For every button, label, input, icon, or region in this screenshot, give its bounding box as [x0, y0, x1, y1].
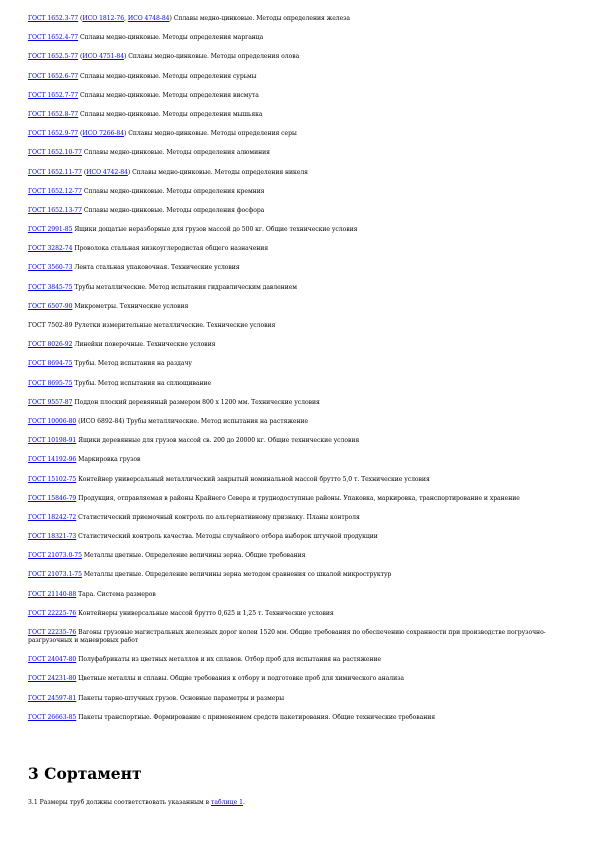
reference-item [28, 245, 573, 253]
reference-item [28, 610, 573, 618]
normative-references-list [28, 15, 573, 733]
standard-code-link[interactable]: ГОСТ 10198-91 [28, 437, 77, 445]
standard-title: Трубы металлические. Метод испытания на растяжение [126, 417, 309, 425]
reference-item [28, 207, 573, 215]
standard-title: Маркировка грузов [78, 456, 141, 464]
table-1-link[interactable]: таблице 1 [211, 799, 243, 806]
standard-code-link[interactable]: ГОСТ 1652.12-77 [28, 187, 82, 195]
standard-code-link[interactable]: ГОСТ 1652.6-77 [28, 72, 79, 80]
standard-code-link[interactable]: ГОСТ 22225-76 [28, 609, 77, 617]
reference-item [28, 380, 573, 388]
standard-title: Пакеты транспортные. Формирование с применением средств пакетирования. Общие технические требования [78, 713, 436, 721]
standard-title: Сплавы медно-цинковые. Методы определения серы [128, 130, 297, 138]
standard-title: Рулетки измерительные металлические. Технические условия [74, 322, 276, 329]
standard-code-link[interactable]: ГОСТ 10006-80 [28, 417, 77, 425]
standard-title: Вагоны грузовые магистральных железных дорог колеи 1520 мм. Общие требования по обеспечению сохранности при производстве погрузочно-разгрузочных и маневровых работ [28, 629, 546, 644]
reference-item [28, 111, 573, 119]
standard-code-link[interactable]: ГОСТ 1652.13-77 [28, 206, 82, 214]
standard-title: Контейнер универсальный металлический закрытый номинальной массой брутто 5,0 т. Технические условия [78, 475, 430, 483]
iso-standard-text: , [124, 15, 128, 22]
standard-code-link[interactable]: ГОСТ 22235-76 [28, 629, 77, 636]
standard-title: Сплавы медно-цинковые. Методы определения алюминия [83, 149, 270, 157]
section-heading: 3 Сортамент [28, 764, 142, 783]
reference-item [28, 437, 573, 445]
reference-item [28, 533, 573, 541]
standard-code-link[interactable]: ГОСТ 1652.11-77 [28, 168, 82, 176]
reference-item [28, 476, 573, 484]
standard-code-link[interactable]: ГОСТ 21073.0-75 [28, 552, 82, 560]
standard-title: Сплавы медно-цинковые. Методы определения железа [173, 15, 350, 22]
standard-title: Трубы. Метод испытания на сплющивание [74, 379, 212, 387]
standard-code-link[interactable]: ГОСТ 14192-96 [28, 456, 77, 464]
reference-item [28, 495, 573, 503]
standard-code-link[interactable]: ГОСТ 1652.10-77 [28, 149, 82, 157]
standard-code-link[interactable]: ГОСТ 2991-85 [28, 226, 73, 234]
standard-title: Сплавы медно-цинковые. Методы определения марганца [80, 34, 264, 42]
reference-item: ГОСТ 1652.3-77 (ИСО 1812-76, ИСО 4748-84) Сплавы медно-цинковые. Методы определения железа [28, 15, 350, 22]
standard-title: Трубы металлические. Метод испытания гидравлическим давлением [74, 283, 297, 291]
standard-code-link[interactable]: ГОСТ 8694-75 [28, 360, 73, 368]
iso-standard-link[interactable]: ИСО 1812-76 [82, 15, 125, 22]
reference-item [28, 456, 573, 464]
standard-title: Металлы цветные. Определение величины зерна. Общие требования [83, 552, 306, 560]
standard-title: Сплавы медно-цинковые. Методы определения сурьмы [80, 72, 257, 80]
iso-standard-link[interactable]: ИСО 4751-84 [82, 53, 125, 61]
standard-code-link[interactable]: ГОСТ 24597-81 [28, 694, 77, 702]
reference-item [28, 629, 573, 645]
standard-title: Сплавы медно-цинковые. Методы определения мышьяка [80, 110, 263, 118]
standard-code-link[interactable]: ГОСТ 6507-90 [28, 302, 73, 310]
standard-title: Цветные металлы и сплавы. Общие требования к отбору и подготовке проб для химического анализа [78, 675, 404, 683]
standard-title: Поддон плоский деревянный размером 800 х 1200 мм. Технические условия [74, 398, 320, 406]
standard-title: Сплавы медно-цинковые. Методы определения кремния [83, 187, 265, 195]
standard-code-link[interactable]: ГОСТ 24047-80 [28, 656, 77, 664]
iso-standard-text: ИСО 6892-84 [80, 417, 123, 425]
iso-standard-link[interactable]: ИСО 4742-84 [86, 168, 128, 176]
standard-code-link[interactable]: ГОСТ 1652.5-77 [28, 53, 79, 61]
standard-code-link[interactable]: ГОСТ 1652.9-77 [28, 130, 79, 138]
standard-title: Сплавы медно-цинковые. Методы определения висмута [80, 91, 259, 99]
iso-standard-link[interactable]: ИСО 4748-84 [127, 15, 170, 22]
reference-item [28, 695, 573, 703]
reference-item [28, 226, 573, 234]
reference-item [28, 34, 573, 42]
standard-code-link[interactable]: ГОСТ 26663-85 [28, 713, 77, 721]
iso-standard-link[interactable]: ИСО 7266-84 [82, 130, 125, 138]
standard-title: Тара. Система размеров [78, 590, 156, 598]
standard-code-link[interactable]: ГОСТ 1652.4-77 [28, 34, 79, 42]
standard-code-link[interactable]: ГОСТ 21073.1-75 [28, 571, 82, 579]
reference-item: ГОСТ 1652.11-77 (ИСО 4742-84) Сплавы медно-цинковые. Методы определения никеля [28, 168, 308, 176]
reference-item [28, 149, 573, 157]
standard-title: Проволока стальная низкоуглеродистая общего назначения [74, 245, 269, 253]
paragraph-end: . [243, 799, 245, 806]
reference-item [28, 92, 573, 100]
reference-item [28, 264, 573, 272]
standard-code-link[interactable]: ГОСТ 1652.8-77 [28, 110, 79, 118]
standard-code-link[interactable]: ГОСТ 8695-75 [28, 379, 73, 387]
reference-item [28, 322, 573, 330]
standard-title: Металлы цветные. Определение величины зерна методом сравнения со шкалой микроструктур [83, 571, 392, 579]
standard-title: Микрометры. Технические условия [74, 302, 189, 310]
reference-item [28, 284, 573, 292]
reference-item [28, 675, 573, 683]
standard-code-link[interactable]: ГОСТ 9557-87 [28, 398, 73, 406]
reference-item [28, 341, 573, 349]
standard-title: Лента стальная упаковочная. Технические условия [74, 264, 240, 272]
standard-code-link[interactable]: ГОСТ 8026-92 [28, 341, 73, 349]
standard-code-link[interactable]: ГОСТ 18321-73 [28, 533, 77, 541]
reference-item [28, 571, 573, 579]
reference-item [28, 514, 573, 522]
standard-code-link[interactable]: ГОСТ 3845-75 [28, 283, 73, 291]
reference-item [28, 656, 573, 664]
reference-item [28, 303, 573, 311]
reference-item: ГОСТ 1652.9-77 (ИСО 7266-84) Сплавы медно-цинковые. Методы определения серы [28, 130, 297, 138]
standard-code-link[interactable]: ГОСТ 1652.3-77 [28, 15, 79, 22]
standard-title: Продукция, отправляемая в районы Крайнего Севера и труднодоступные районы. Упаковка, маркировка, транспортирование и хранение [78, 494, 520, 502]
reference-item: ГОСТ 1652.5-77 (ИСО 4751-84) Сплавы медно-цинковые. Методы определения олова [28, 53, 300, 61]
standard-title: Сплавы медно-цинковые. Методы определения олова [128, 53, 300, 61]
standard-title: Пакеты тарно-штучных грузов. Основные параметры и размеры [78, 694, 285, 702]
paragraph-text: 3.1 Размеры труб должны соответствовать указанным в [28, 799, 212, 806]
standard-code-link[interactable]: ГОСТ 21140-88 [28, 590, 77, 598]
standard-title: Статистический контроль качества. Методы случайного отбора выборок штучной продукции [78, 533, 378, 541]
reference-item [28, 552, 573, 560]
standard-title: Трубы. Метод испытания на раздачу [74, 360, 192, 368]
reference-item [28, 714, 573, 722]
standard-title: Ящики деревянные для грузов массой св. 200 до 20000 кг. Общие технические условия [78, 437, 360, 445]
standard-code-link[interactable]: ГОСТ 1652.7-77 [28, 91, 79, 99]
standard-code-link[interactable]: ГОСТ 3282-74 [28, 245, 73, 253]
reference-item [28, 399, 573, 407]
section-paragraph [28, 799, 245, 807]
standard-code-link[interactable]: ГОСТ 15102-75 [28, 475, 77, 483]
standard-title: Ящики дощатые неразборные для грузов массой до 500 кг. Общие технические условия [74, 226, 358, 234]
reference-item [28, 360, 573, 368]
reference-item [28, 188, 573, 196]
standard-title: Сплавы медно-цинковые. Методы определения никеля [132, 168, 308, 176]
standard-title: Полуфабрикаты из цветных металлов и их сплавов. Отбор проб для испытания на растяжение [78, 656, 382, 664]
standard-code-link[interactable]: ГОСТ 18242-72 [28, 513, 77, 521]
standard-title: Контейнеры универсальные массой брутто 0,625 и 1,25 т. Технические условия [78, 609, 334, 617]
standard-code-link: ГОСТ 7502-89 [28, 322, 73, 329]
standard-title: Сплавы медно-цинковые. Методы определения фосфора [83, 206, 265, 214]
standard-code-link[interactable]: ГОСТ 24231-80 [28, 675, 77, 683]
standard-title: Статистический приемочный контроль по альтернативному признаку. Планы контроля [78, 513, 360, 521]
standard-code-link[interactable]: ГОСТ 15846-79 [28, 494, 77, 502]
reference-item [28, 591, 573, 599]
reference-item: ГОСТ 10006-80 (ИСО 6892-84) Трубы металлические. Метод испытания на растяжение [28, 417, 309, 425]
standard-title: Линейки поверочные. Технические условия [74, 341, 216, 349]
standard-code-link[interactable]: ГОСТ 3560-73 [28, 264, 73, 272]
reference-item [28, 73, 573, 81]
